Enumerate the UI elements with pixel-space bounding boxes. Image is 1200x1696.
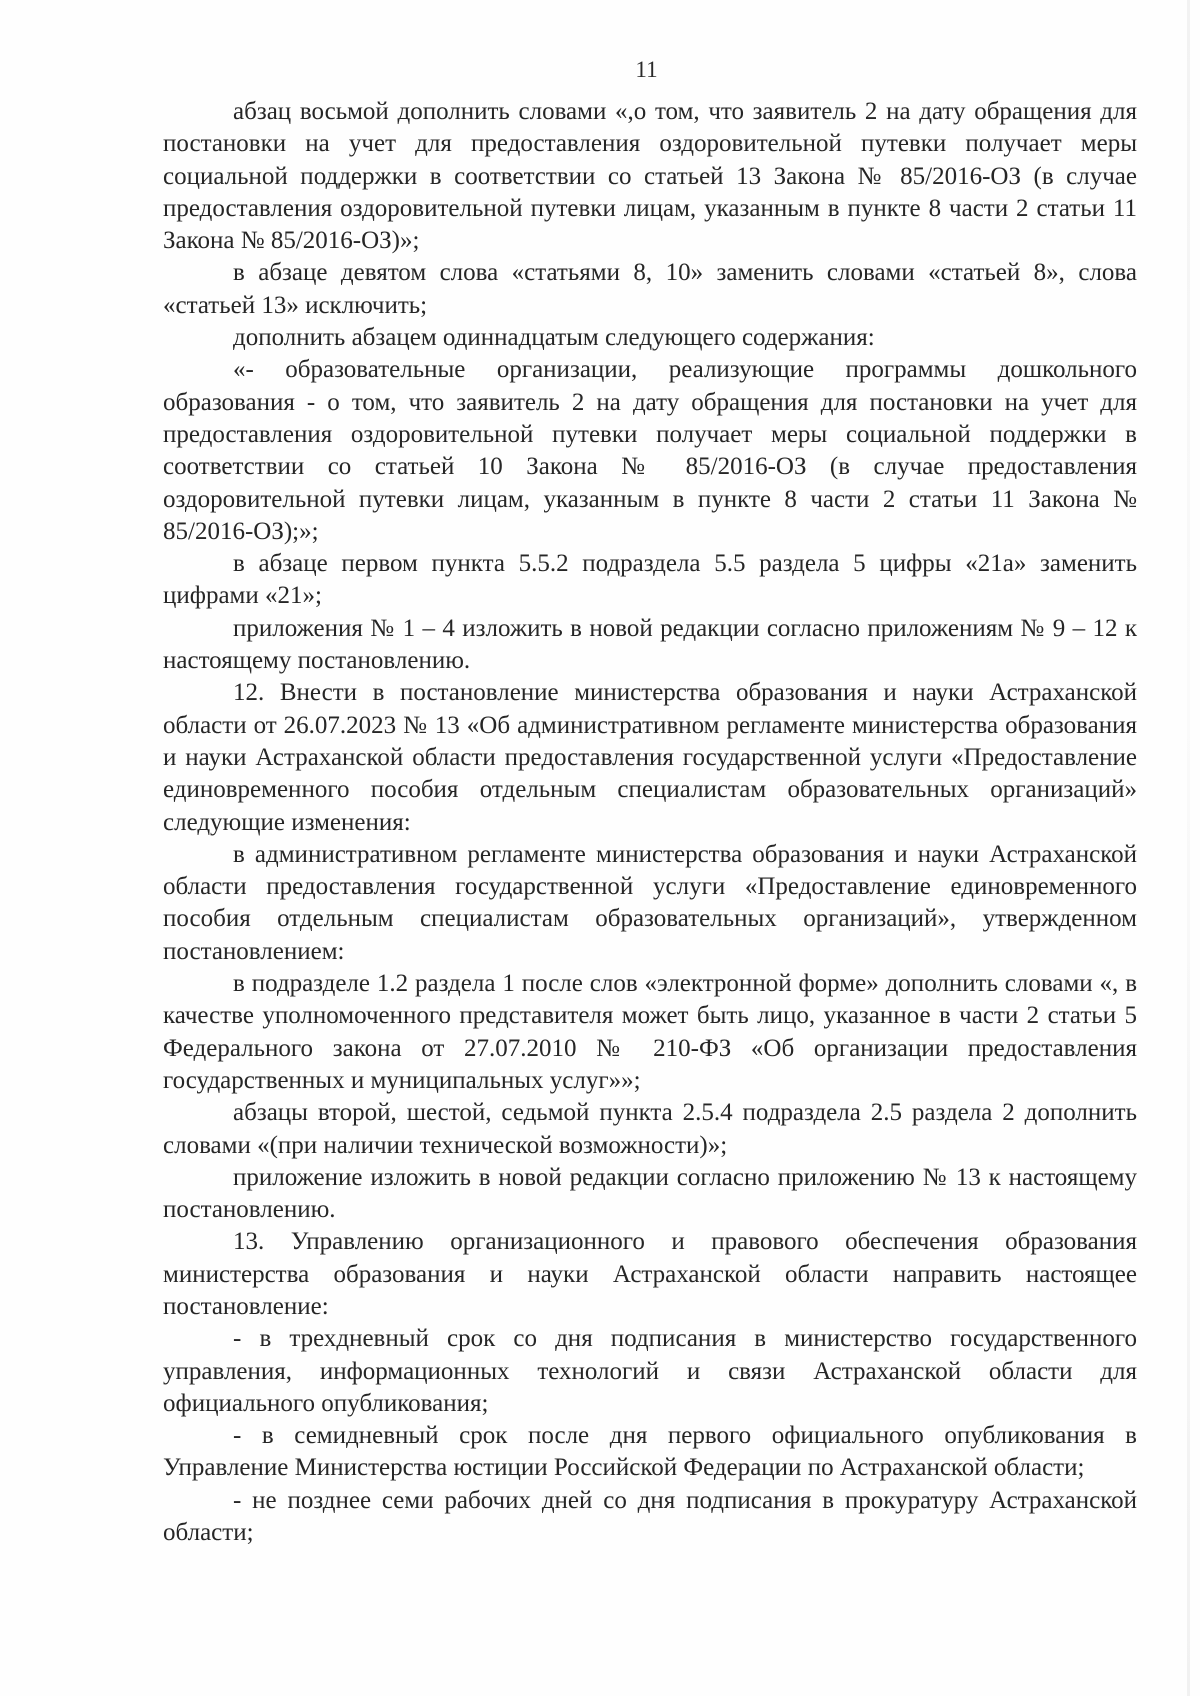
document-body [163, 96, 1137, 1549]
paragraph-appendix-13: приложение изложить в новой редакции согласно приложению № 13 к настоящему постановлению. [163, 1163, 1137, 1224]
paragraph-appendices-1-4: приложения № 1 – 4 изложить в новой редакции согласно приложениям № 9 – 12 к настоящему постановлению. [163, 614, 1137, 675]
list-item-seven-day-deadline: - в семидневный срок после дня первого официального опубликования в Управление Министерства юстиции Российской Федерации по Астраханской области; [163, 1422, 1137, 1482]
paragraph-amend-item-5-5-2: в абзаце первом пункта 5.5.2 подраздела 5.5 раздела 5 цифры «21а» заменить цифрами «21»; [163, 550, 1137, 610]
paragraph-new-paragraph-text: «- образовательные организации, реализующие программы дошкольного образования - о том, что заявитель 2 на дату обращения для постановки на учет для предоставления оздоровительной путевки получает меры социальной поддержки в соответствии со статьей 10 Закона № 85/2016-ОЗ (в случае предоставления оздоровительной путевки лицам, указанным в пункте 8 части 2 статьи 11 Закона № 85/2016-ОЗ);»; [163, 356, 1137, 545]
list-item-three-day-deadline: - в трехдневный срок со дня подписания в министерство государственного управления, информационных технологий и связи Астраханской области для официального опубликования; [163, 1325, 1137, 1417]
paragraph-item-12: 12. Внести в постановление министерства образования и науки Астраханской области от 26.07.2023 № 13 «Об административном регламенте министерства образования и науки Астраханской области предоставления государственной услуги «Предоставление единовременного пособия отдельным специалистам образовательных организаций» следующие изменения: [163, 679, 1137, 836]
page-number: 11 [635, 57, 658, 82]
paragraph-regulation-intro: в административном регламенте министерства образования и науки Астраханской области предоставления государственной услуги «Предоставление единовременного пособия отдельным специалистам образовательных организаций», утвержденном постановлением: [163, 840, 1137, 965]
paragraph-amend-paragraph-eight: абзац восьмой дополнить словами «,о том, что заявитель 2 на дату обращения для постановки на учет для предоставления оздоровительной путевки получает меры социальной поддержки в соответствии со статьей 13 Закона № 85/2016-ОЗ (в случае предоставления оздоровительной путевки лицам, указанным в пункте 8 части 2 статьи 11 Закона № 85/2016-ОЗ)»; [163, 98, 1137, 255]
paragraph-item-13: 13. Управлению организационного и правового обеспечения образования министерства образования и науки Астраханской области направить настоящее постановление: [163, 1228, 1137, 1320]
paragraph-add-paragraph-eleven: дополнить абзацем одиннадцатым следующего содержания: [233, 324, 875, 352]
list-item-prosecutor-deadline: - не позднее семи рабочих дней со дня подписания в прокуратуру Астраханской области; [163, 1486, 1137, 1547]
paragraph-amend-item-2-5-4: абзацы второй, шестой, седьмой пункта 2.5.4 подраздела 2.5 раздела 2 дополнить словами «(при наличии технической возможности)»; [163, 1099, 1137, 1159]
scan-edge-shadow [1187, 0, 1190, 1696]
paragraph-amend-subsection-1-2: в подразделе 1.2 раздела 1 после слов «электронной форме» дополнить словами «, в качестве уполномоченного представителя может быть лицо, указанное в части 2 статьи 5 Федерального закона от 27.07.2010 № 210-ФЗ «Об организации предоставления государственных и муниципальных услуг»»; [163, 970, 1137, 1094]
paragraph-amend-paragraph-nine: в абзаце девятом слова «статьями 8, 10» заменить словами «статьей 8», слова «статьей 13» исключить; [163, 259, 1137, 319]
